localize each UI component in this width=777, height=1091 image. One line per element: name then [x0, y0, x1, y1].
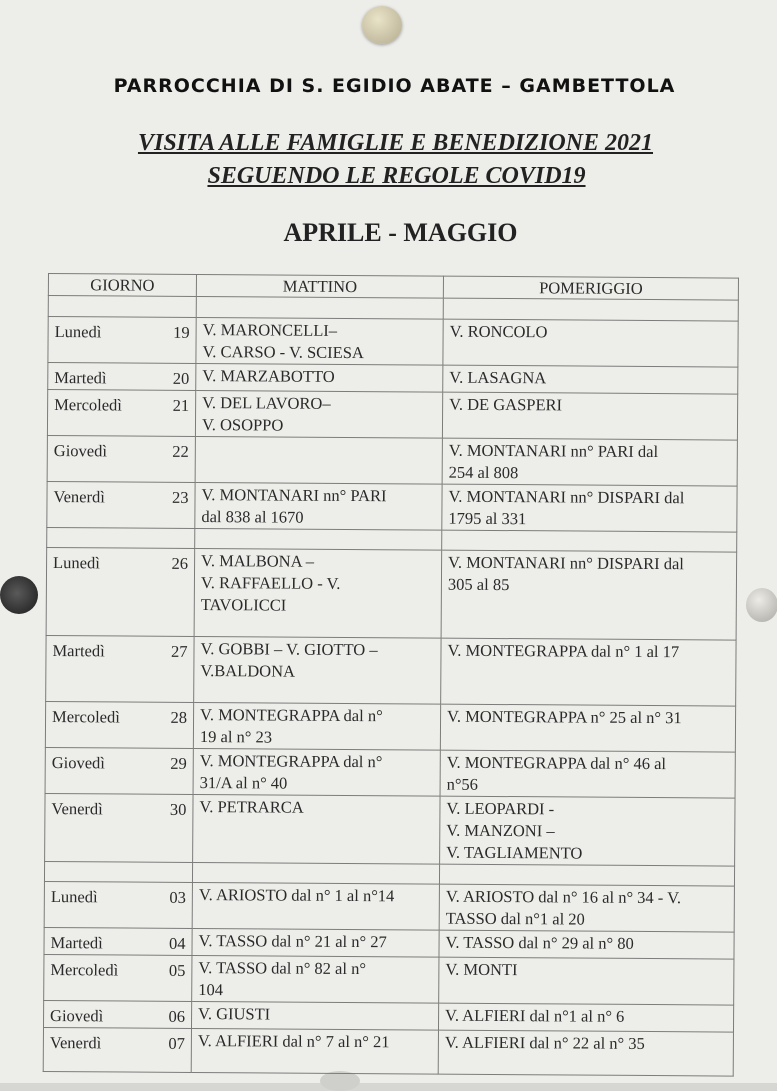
afternoon-cell: [441, 638, 736, 706]
column-header-mattino: MATTINO: [196, 274, 443, 298]
morning-cell: [196, 363, 443, 392]
day-cell: [46, 635, 194, 702]
morning-cell: [192, 882, 439, 930]
afternoon-cell: [440, 704, 735, 752]
day-name: Mercoledì: [50, 960, 119, 980]
afternoon-street-text: V. MONTANARI nn° PARI dal: [448, 440, 659, 462]
afternoon-street-text: V. ALFIERI dal n°1 al n° 6: [445, 1005, 625, 1026]
day-number: 23: [171, 487, 189, 507]
day-name: Lunedì: [53, 553, 100, 573]
day-number: 29: [170, 753, 187, 773]
table-row: [45, 747, 735, 798]
empty-cell: [47, 527, 195, 548]
morning-street-text: V. TASSO dal n° 21 al n° 27: [198, 931, 387, 952]
afternoon-street-text: V. MONTANARI nn° DISPARI dal: [448, 552, 684, 574]
afternoon-street-text: V. MONTANARI nn° DISPARI dal: [448, 486, 685, 508]
morning-street-text: V. ARIOSTO dal n° 1 al n°14: [198, 885, 395, 906]
day-cell: [47, 390, 195, 437]
pushpin-icon: [746, 588, 777, 622]
table-row: [47, 481, 737, 532]
day-cell: [43, 1000, 191, 1028]
afternoon-street-text: 254 al 808: [448, 462, 519, 483]
afternoon-cell: [443, 365, 738, 394]
afternoon-cell: [441, 550, 737, 640]
morning-cell: [196, 317, 443, 365]
day-cell: [44, 927, 192, 955]
day-number: 04: [168, 933, 186, 953]
afternoon-cell: [439, 957, 734, 1005]
table-row: [46, 635, 736, 706]
table-row: [45, 793, 735, 866]
afternoon-street-text: V. MONTEGRAPPA n° 25 al n° 31: [447, 706, 682, 728]
table-row: [45, 701, 735, 752]
morning-street-text: V. DEL LAVORO–: [202, 393, 331, 413]
morning-street-text: 19 al n° 23: [199, 727, 273, 747]
morning-street-text: V. PETRARCA: [199, 797, 304, 817]
table-row: [47, 390, 737, 441]
afternoon-cell: [443, 319, 738, 367]
day-name: Mercoledì: [51, 707, 120, 727]
afternoon-street-text: V. DE GASPERI: [449, 394, 563, 415]
table-row: [47, 435, 737, 486]
day-cell: [48, 363, 196, 391]
afternoon-street-text: V. TASSO dal n° 29 al n° 80: [445, 932, 634, 953]
morning-street-text: V. OSOPPO: [201, 415, 284, 435]
morning-cell: [195, 436, 442, 484]
empty-cell: [439, 864, 734, 886]
morning-cell: [193, 794, 440, 864]
day-number: 28: [170, 707, 188, 727]
pushpin-icon: [362, 6, 402, 44]
day-name: Martedì: [50, 933, 103, 953]
morning-street-text: V. MONTANARI nn° PARI: [201, 485, 387, 506]
day-number: 22: [172, 441, 189, 461]
afternoon-cell: [439, 884, 734, 932]
day-number: 26: [171, 553, 189, 573]
afternoon-cell: [438, 1030, 733, 1076]
empty-cell: [195, 528, 442, 550]
morning-street-text: V. CARSO - V. SCIESA: [202, 342, 364, 363]
day-cell: [44, 881, 192, 928]
day-number: 05: [168, 960, 186, 980]
day-cell: [45, 701, 193, 748]
day-cell: [47, 435, 195, 482]
day-name: Giovedì: [50, 1006, 104, 1026]
document-subtitle: SEGUENDO LE REGOLE COVID19: [207, 163, 586, 189]
table-row: [48, 317, 738, 368]
day-cell: [44, 954, 192, 1001]
afternoon-cell: [442, 392, 737, 440]
morning-street-text: V. MONTEGRAPPA dal n°: [200, 705, 383, 726]
afternoon-street-text: TASSO dal n°1 al 20: [445, 908, 585, 929]
morning-cell: [191, 1028, 438, 1074]
afternoon-cell: [442, 438, 737, 486]
afternoon-cell: [439, 930, 734, 959]
day-cell: [47, 481, 195, 528]
morning-cell: [192, 955, 439, 1003]
afternoon-street-text: V. MONTEGRAPPA dal n° 46 al: [446, 752, 667, 774]
afternoon-cell: [442, 484, 737, 532]
day-number: 03: [169, 887, 186, 907]
day-name: Giovedì: [51, 753, 105, 773]
day-number: 30: [169, 799, 187, 819]
schedule-table: [43, 273, 739, 1077]
morning-street-text: V. GIUSTI: [198, 1004, 271, 1024]
day-name: Martedì: [54, 368, 107, 388]
morning-street-text: 104: [198, 980, 224, 1000]
morning-street-text: V. MALBONA –: [201, 551, 315, 571]
morning-cell: [191, 1001, 438, 1030]
afternoon-street-text: 305 al 85: [447, 574, 510, 595]
morning-street-text: V. RAFFAELLO - V.: [200, 573, 341, 593]
day-name: Venerdì: [49, 1033, 102, 1053]
morning-cell: [194, 548, 442, 638]
morning-cell: [195, 482, 442, 530]
afternoon-street-text: V. ARIOSTO dal n° 16 al n° 34 - V.: [445, 886, 682, 908]
table-row: [44, 881, 734, 932]
punch-hole-icon: [0, 576, 38, 614]
day-name: Giovedì: [53, 441, 108, 461]
day-name: Lunedì: [50, 887, 98, 907]
afternoon-cell: [438, 1003, 733, 1032]
morning-street-text: TAVOLICCI: [200, 595, 287, 615]
afternoon-street-text: V. LEOPARDI -: [446, 798, 555, 819]
morning-street-text: V.BALDONA: [200, 661, 296, 681]
table-row: [46, 547, 737, 640]
afternoon-street-text: V. MONTEGRAPPA dal n° 1 al 17: [447, 640, 680, 662]
afternoon-street-text: V. RONCOLO: [449, 321, 548, 342]
morning-cell: [192, 928, 439, 957]
empty-cell: [443, 298, 738, 321]
morning-street-text: V. MONTEGRAPPA dal n°: [199, 751, 383, 772]
document-title: VISITA ALLE FAMIGLIE E BENEDIZIONE 2021: [137, 130, 654, 156]
morning-street-text: dal 838 al 1670: [201, 507, 304, 527]
day-number: 07: [168, 1033, 185, 1053]
day-number: 21: [172, 395, 190, 415]
day-number: 27: [170, 641, 188, 661]
day-cell: [46, 547, 195, 636]
day-cell: [45, 793, 193, 862]
afternoon-cell: [440, 796, 735, 866]
table-row: [43, 1027, 733, 1076]
afternoon-street-text: V. MONTI: [445, 959, 518, 980]
afternoon-cell: [440, 750, 735, 798]
day-cell: [45, 747, 193, 794]
empty-cell: [442, 530, 737, 552]
morning-cell: [193, 702, 440, 750]
day-name: Venerdì: [53, 487, 105, 507]
morning-street-text: V. GOBBI – V. GIOTTO –: [200, 639, 378, 660]
period-heading: APRILE - MAGGIO: [283, 218, 518, 247]
parish-heading: PARROCCHIA DI S. EGIDIO ABATE – GAMBETTOLA: [113, 75, 676, 97]
afternoon-street-text: V. TAGLIAMENTO: [446, 842, 583, 863]
day-name: Lunedì: [54, 322, 102, 342]
schedule-body: [43, 296, 738, 1077]
empty-cell: [196, 296, 443, 319]
morning-street-text: V. TASSO dal n° 82 al n°: [198, 958, 367, 979]
empty-cell: [192, 862, 439, 884]
day-name: Martedì: [52, 641, 105, 661]
column-header-giorno: GIORNO: [48, 274, 196, 297]
afternoon-street-text: V. LASAGNA: [449, 367, 547, 388]
afternoon-street-text: V. MANZONI –: [446, 820, 555, 841]
empty-cell: [48, 296, 196, 318]
day-cell: [48, 317, 196, 364]
morning-street-text: 31/A al n° 40: [199, 773, 288, 793]
afternoon-street-text: 1795 al 331: [448, 508, 527, 529]
morning-cell: [194, 636, 441, 704]
day-number: 19: [173, 322, 190, 342]
day-name: Mercoledì: [54, 395, 123, 415]
afternoon-street-text: n°56: [446, 774, 479, 794]
day-number: 06: [168, 1006, 186, 1026]
morning-cell: [193, 748, 440, 796]
morning-street-text: V. MARZABOTTO: [202, 366, 335, 386]
day-number: 20: [172, 368, 190, 388]
table-row: [44, 954, 734, 1005]
morning-street-text: V. ALFIERI dal n° 7 al n° 21: [197, 1031, 390, 1052]
day-name: Venerdì: [51, 799, 103, 819]
empty-cell: [44, 861, 192, 882]
day-cell: [43, 1027, 191, 1072]
morning-cell: [195, 390, 442, 438]
column-header-pomeriggio: POMERIGGIO: [443, 276, 738, 300]
afternoon-street-text: V. ALFIERI dal n° 22 al n° 35: [444, 1032, 645, 1053]
morning-street-text: V. MARONCELLI–: [202, 320, 338, 340]
